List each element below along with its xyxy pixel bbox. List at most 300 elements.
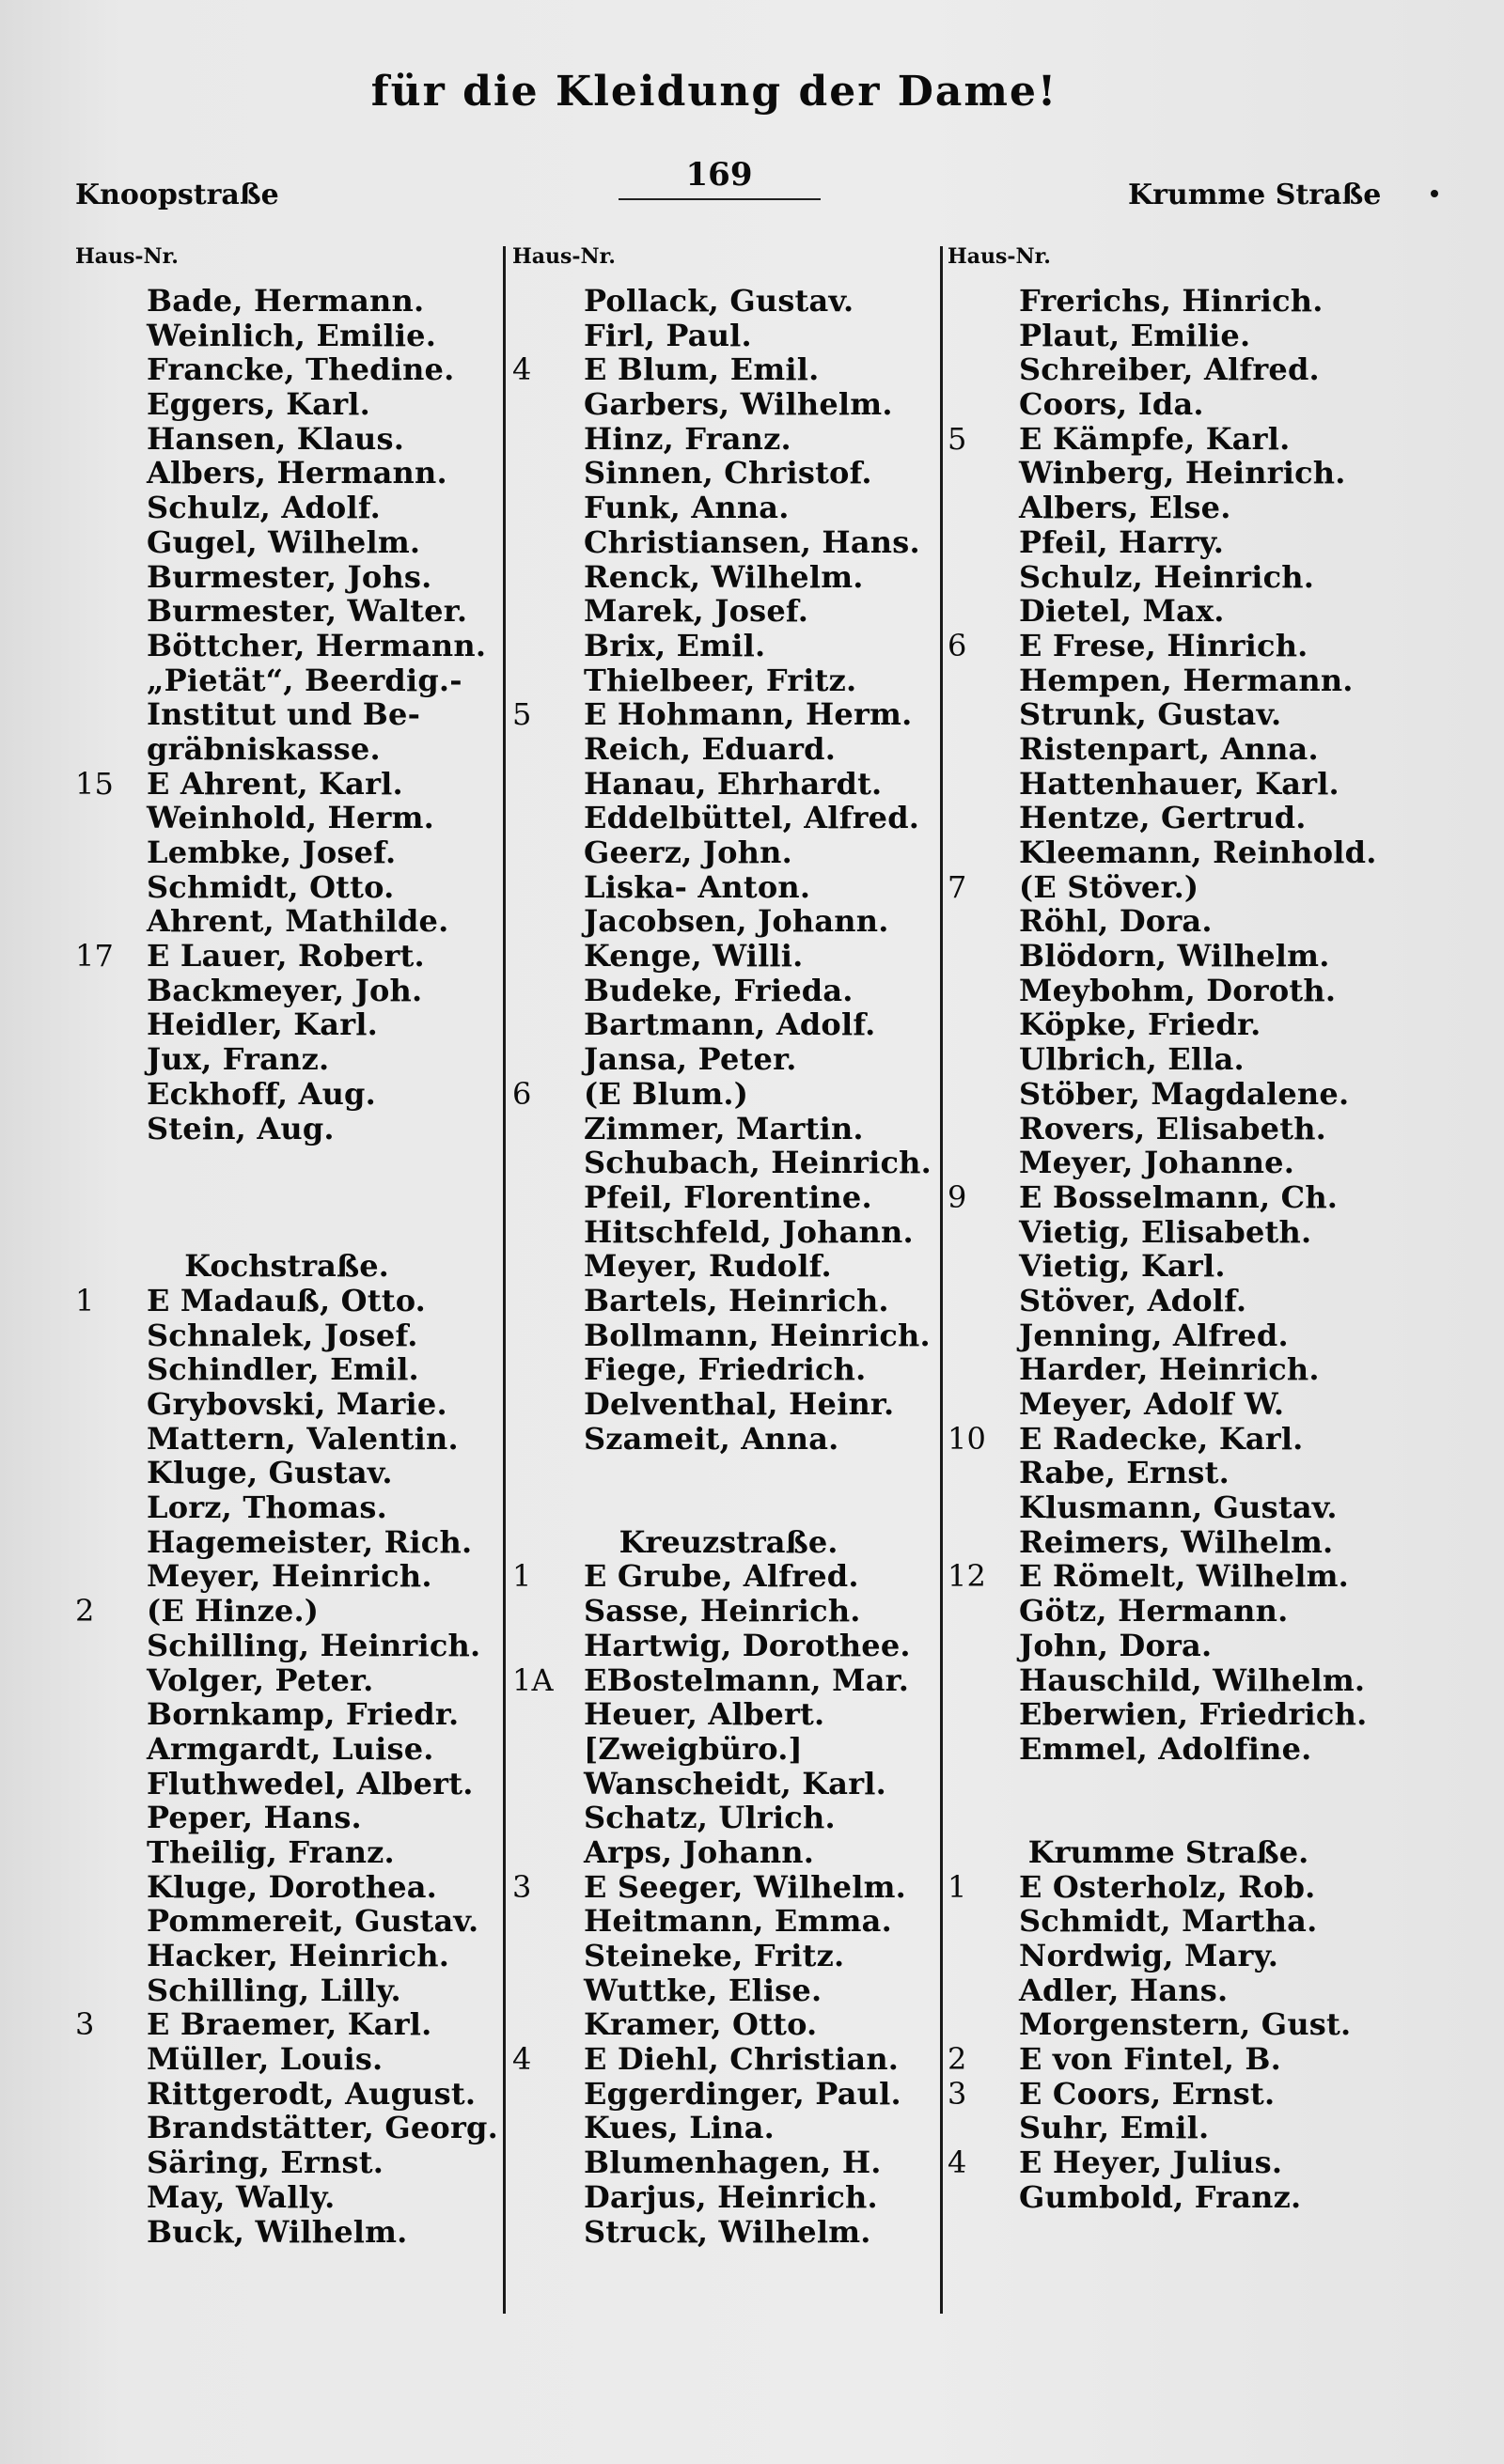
- resident-entry: [948, 801, 1389, 835]
- resident-entry: [948, 974, 1389, 1008]
- resident-entry: [512, 491, 945, 525]
- resident-entry: [512, 1732, 945, 1767]
- resident-entry: [75, 1801, 498, 1835]
- resident-name: Heuer, Albert.: [584, 1696, 825, 1733]
- resident-name: E Coors, Ernst.: [1019, 2075, 1276, 2112]
- resident-entry: [75, 767, 498, 802]
- resident-entry: [75, 1456, 498, 1490]
- resident-name: Kluge, Dorothea.: [147, 1868, 438, 1905]
- resident-name: Reimers, Wilhelm.: [1019, 1523, 1334, 1560]
- resident-name: Schmidt, Otto.: [147, 868, 395, 905]
- resident-entry: [948, 1284, 1389, 1318]
- resident-name: Eckhoff, Aug.: [147, 1075, 376, 1112]
- column-3: [948, 242, 1389, 2215]
- resident-name: Schulz, Adolf.: [147, 490, 382, 526]
- resident-entry: [948, 1973, 1389, 2008]
- resident-name: Kramer, Otto.: [584, 2006, 818, 2043]
- resident-name: Kluge, Gustav.: [147, 1455, 393, 1491]
- resident-name: E Ahrent, Karl.: [147, 765, 403, 802]
- column-2-entries: [512, 284, 945, 2249]
- resident-name: E von Fintel, B.: [1019, 2041, 1281, 2078]
- resident-entry: [512, 1352, 945, 1387]
- resident-entry: [512, 1042, 945, 1077]
- resident-name: Hagemeister, Rich.: [147, 1523, 473, 1560]
- resident-name: Röhl, Dora.: [1019, 903, 1213, 940]
- resident-name: Gugel, Wilhelm.: [147, 523, 421, 560]
- resident-name: Rabe, Ernst.: [1019, 1455, 1230, 1491]
- resident-entry: [948, 2077, 1389, 2112]
- resident-name: Mattern, Valentin.: [147, 1420, 459, 1457]
- resident-name: Burmester, Johs.: [147, 558, 432, 595]
- resident-entry: [75, 560, 498, 595]
- resident-name: Schindler, Emil.: [147, 1351, 419, 1388]
- resident-name: Bade, Hermann.: [147, 283, 425, 319]
- resident-entry: [512, 1697, 945, 1732]
- resident-name: E Bosselmann, Ch.: [1019, 1178, 1339, 1215]
- resident-entry: [512, 284, 945, 319]
- resident-name: Gumbold, Franz.: [1019, 2178, 1302, 2215]
- house-number: 1A: [512, 1661, 554, 1698]
- house-number-label: Haus-Nr.: [948, 244, 1051, 269]
- house-number: 17: [75, 938, 115, 975]
- resident-entry: [512, 1112, 945, 1146]
- resident-entry: [948, 1007, 1389, 1042]
- resident-entry: [75, 1697, 498, 1732]
- resident-name: Albers, Hermann.: [147, 455, 447, 491]
- resident-name: Fluthwedel, Albert.: [147, 1765, 474, 1801]
- resident-entry: [75, 1007, 498, 1042]
- resident-entry: [75, 2215, 498, 2250]
- resident-name: Bartels, Heinrich.: [584, 1282, 889, 1318]
- resident-entry: [512, 1594, 945, 1629]
- resident-entry: [512, 1422, 945, 1457]
- house-number: 10: [948, 1420, 987, 1457]
- resident-entry: [948, 1180, 1389, 1215]
- resident-entry: [75, 1387, 498, 1422]
- resident-entry: [512, 1801, 945, 1835]
- resident-entry: [75, 801, 498, 835]
- column-divider-1: [503, 246, 506, 2314]
- resident-name: Plaut, Emilie.: [1019, 317, 1251, 353]
- resident-entry: [75, 319, 498, 353]
- resident-entry: [948, 1042, 1389, 1077]
- resident-entry: [512, 1146, 945, 1180]
- resident-name: Strunk, Gustav.: [1019, 696, 1282, 733]
- resident-entry: [512, 2007, 945, 2042]
- blank-line: [948, 1801, 1389, 1835]
- resident-name: Eddelbüttel, Alfred.: [584, 800, 920, 836]
- resident-name: E Römelt, Wilhelm.: [1019, 1558, 1349, 1595]
- house-number: 3: [948, 2075, 967, 2112]
- resident-entry: [512, 2077, 945, 2112]
- resident-name: Frerichs, Hinrich.: [1019, 283, 1324, 319]
- resident-entry: [512, 974, 945, 1008]
- blank-line: [512, 1456, 945, 1490]
- house-number: 2: [75, 1593, 95, 1630]
- column-1-entries: [75, 284, 498, 2249]
- resident-name: Zimmer, Martin.: [584, 1110, 864, 1146]
- resident-name: Burmester, Walter.: [147, 593, 468, 630]
- house-number: 5: [512, 696, 532, 733]
- resident-name: (E Hinze.): [147, 1593, 320, 1630]
- resident-name: Vietig, Karl.: [1019, 1248, 1226, 1285]
- resident-entry: [512, 1629, 945, 1663]
- resident-entry: [75, 1284, 498, 1318]
- resident-entry: [512, 663, 945, 698]
- resident-name: (E Blum.): [584, 1075, 749, 1112]
- resident-name: Theilig, Franz.: [147, 1833, 395, 1870]
- resident-entry: [512, 1249, 945, 1284]
- resident-entry: [512, 1939, 945, 1973]
- resident-entry: [512, 1663, 945, 1698]
- resident-name: Hentze, Gertrud.: [1019, 800, 1307, 836]
- resident-entry: [75, 1732, 498, 1767]
- resident-name: Garbers, Wilhelm.: [584, 386, 893, 423]
- resident-name: Struck, Wilhelm.: [584, 2213, 871, 2250]
- column-3-entries: [948, 284, 1389, 2215]
- resident-entry: [948, 663, 1389, 698]
- resident-name: Heitmann, Emma.: [584, 1903, 892, 1940]
- resident-name: Blumenhagen, H.: [584, 2144, 882, 2181]
- resident-entry: [512, 1077, 945, 1112]
- resident-name: Arps, Johann.: [584, 1833, 815, 1870]
- resident-entry: [75, 2180, 498, 2215]
- resident-name: Szameit, Anna.: [584, 1420, 839, 1457]
- resident-entry: [512, 1284, 945, 1318]
- street-heading: Kochstraße.: [184, 1248, 389, 1285]
- resident-entry: [948, 1112, 1389, 1146]
- resident-entry: [512, 456, 945, 491]
- resident-entry: [75, 904, 498, 939]
- resident-entry: [948, 1456, 1389, 1490]
- resident-entry: [948, 594, 1389, 629]
- resident-entry: [512, 2145, 945, 2180]
- house-number: 12: [948, 1558, 987, 1595]
- resident-entry: [948, 2180, 1389, 2215]
- resident-entry: [512, 1318, 945, 1353]
- resident-entry: [512, 1007, 945, 1042]
- resident-name: Heidler, Karl.: [147, 1006, 378, 1043]
- resident-name: Wanscheidt, Karl.: [584, 1765, 886, 1801]
- resident-name: Schreiber, Alfred.: [1019, 351, 1320, 388]
- resident-entry: [948, 2007, 1389, 2042]
- house-number: 6: [948, 627, 967, 663]
- resident-entry: [948, 1939, 1389, 1973]
- resident-entry: [948, 939, 1389, 974]
- resident-name: Hacker, Heinrich.: [147, 1938, 450, 1973]
- resident-name: Francke, Thedine.: [147, 351, 455, 388]
- resident-name: Steineke, Fritz.: [584, 1938, 845, 1973]
- house-number: 7: [948, 868, 967, 905]
- resident-name: Coors, Ida.: [1019, 386, 1204, 423]
- resident-entry: [948, 1077, 1389, 1112]
- resident-name: Bartmann, Adolf.: [584, 1006, 876, 1043]
- resident-name: Schilling, Heinrich.: [147, 1627, 481, 1663]
- resident-name: Ulbrich, Ella.: [1019, 1041, 1245, 1078]
- page-headline: für die Kleidung der Dame!: [370, 68, 1058, 116]
- house-number: 3: [512, 1868, 532, 1905]
- resident-name: Hattenhauer, Karl.: [1019, 765, 1340, 802]
- resident-name: Funk, Anna.: [584, 490, 790, 526]
- resident-entry: [512, 939, 945, 974]
- resident-entry: [75, 1352, 498, 1387]
- house-number: 5: [948, 420, 967, 457]
- resident-entry: [75, 870, 498, 905]
- resident-entry: [75, 352, 498, 387]
- resident-entry: [75, 1422, 498, 1457]
- resident-name: Köpke, Friedr.: [1019, 1006, 1261, 1043]
- resident-name: gräbniskasse.: [147, 730, 381, 767]
- resident-entry: [75, 387, 498, 422]
- resident-name: Meyer, Adolf W.: [1019, 1386, 1285, 1422]
- resident-name: Götz, Hermann.: [1019, 1593, 1289, 1630]
- resident-name: Kues, Lina.: [584, 2110, 776, 2146]
- column-1: [75, 242, 498, 2249]
- resident-entry: [948, 284, 1389, 319]
- resident-entry: [512, 1215, 945, 1250]
- resident-name: Eberwien, Friedrich.: [1019, 1696, 1368, 1733]
- resident-entry: [75, 1042, 498, 1077]
- resident-entry: [75, 1939, 498, 1973]
- resident-entry: [75, 1663, 498, 1698]
- resident-name: E Braemer, Karl.: [147, 2006, 432, 2043]
- resident-name: Adler, Hans.: [1019, 1972, 1229, 2008]
- resident-name: E Frese, Hinrich.: [1019, 627, 1308, 663]
- resident-name: E Grube, Alfred.: [584, 1558, 859, 1595]
- resident-name: Hinz, Franz.: [584, 420, 791, 457]
- resident-name: Albers, Else.: [1019, 490, 1231, 526]
- resident-name: Meybohm, Doroth.: [1019, 972, 1337, 1008]
- resident-entry: [75, 456, 498, 491]
- blank-line: [512, 1490, 945, 1525]
- running-head-left: Knoopstraße: [75, 179, 279, 211]
- blank-line: [75, 1215, 498, 1250]
- resident-name: Eggerdinger, Paul.: [584, 2075, 901, 2112]
- resident-name: Pfeil, Harry.: [1019, 523, 1225, 560]
- resident-name: Lembke, Josef.: [147, 834, 397, 870]
- resident-entry: [512, 697, 945, 732]
- resident-entry: [75, 1594, 498, 1629]
- resident-entry: [512, 1767, 945, 1801]
- resident-name: Schmidt, Martha.: [1019, 1903, 1318, 1940]
- resident-name: Dietel, Max.: [1019, 593, 1225, 630]
- resident-name: Morgenstern, Gust.: [1019, 2006, 1352, 2043]
- resident-entry: [948, 1249, 1389, 1284]
- resident-name: Nordwig, Mary.: [1019, 1938, 1279, 1973]
- resident-entry: [75, 732, 498, 767]
- resident-name: E Madauß, Otto.: [147, 1282, 427, 1318]
- resident-entry: [948, 697, 1389, 732]
- resident-name: Jenning, Alfred.: [1019, 1317, 1289, 1353]
- resident-entry: [75, 1525, 498, 1560]
- resident-entry: [948, 1663, 1389, 1698]
- resident-name: Sinnen, Christof.: [584, 455, 872, 491]
- resident-name: E Radecke, Karl.: [1019, 1420, 1304, 1457]
- resident-name: Säring, Ernst.: [147, 2144, 384, 2181]
- resident-name: Brix, Emil.: [584, 627, 766, 663]
- resident-entry: [512, 422, 945, 457]
- resident-entry: [75, 1559, 498, 1594]
- resident-entry: [948, 1422, 1389, 1457]
- resident-name: Fiege, Friedrich.: [584, 1351, 867, 1388]
- resident-name: Meyer, Rudolf.: [584, 1248, 832, 1285]
- resident-entry: [512, 2215, 945, 2250]
- resident-name: Buck, Wilhelm.: [147, 2213, 408, 2250]
- resident-name: Meyer, Johanne.: [1019, 1145, 1295, 1181]
- resident-name: Darjus, Heinrich.: [584, 2178, 878, 2215]
- resident-name: Christiansen, Hans.: [584, 523, 920, 560]
- house-number: 4: [512, 351, 532, 388]
- page-number-rule: [619, 198, 821, 200]
- resident-entry: [512, 2180, 945, 2215]
- resident-name: E Lauer, Robert.: [147, 938, 425, 975]
- resident-entry: [75, 1077, 498, 1112]
- page-number: 169: [685, 156, 753, 194]
- resident-entry: [948, 767, 1389, 802]
- house-number: 1: [75, 1282, 95, 1318]
- resident-name: May, Wally.: [147, 2178, 336, 2215]
- resident-entry: [948, 629, 1389, 663]
- resident-entry: [512, 319, 945, 353]
- resident-name: Klusmann, Gustav.: [1019, 1489, 1338, 1526]
- resident-name: Wuttke, Elise.: [584, 1972, 822, 2008]
- resident-name: Hanau, Ehrhardt.: [584, 765, 883, 802]
- resident-entry: [75, 525, 498, 560]
- resident-name: Ahrent, Mathilde.: [147, 903, 449, 940]
- resident-name: Emmel, Adolfine.: [1019, 1730, 1312, 1767]
- resident-entry: [512, 594, 945, 629]
- resident-entry: [75, 1904, 498, 1939]
- resident-name: E Kämpfe, Karl.: [1019, 420, 1291, 457]
- resident-entry: [75, 629, 498, 663]
- resident-name: Ristenpart, Anna.: [1019, 730, 1319, 767]
- resident-entry: [75, 835, 498, 870]
- resident-name: Böttcher, Hermann.: [147, 627, 487, 663]
- resident-name: Sasse, Heinrich.: [584, 1593, 861, 1630]
- resident-entry: [75, 697, 498, 732]
- resident-name: E Osterholz, Rob.: [1019, 1868, 1316, 1905]
- resident-entry: [75, 1835, 498, 1870]
- house-number-label: Haus-Nr.: [75, 244, 179, 269]
- resident-entry: [75, 2111, 498, 2145]
- resident-name: Kenge, Willi.: [584, 938, 804, 975]
- resident-name: Marek, Josef.: [584, 593, 809, 630]
- house-number: 2: [948, 2041, 967, 2078]
- resident-name: Volger, Peter.: [147, 1661, 374, 1698]
- resident-entry: [512, 801, 945, 835]
- resident-entry: [512, 870, 945, 905]
- resident-entry: [75, 2145, 498, 2180]
- resident-entry: [948, 1629, 1389, 1663]
- resident-entry: [948, 1215, 1389, 1250]
- resident-name: [Zweigbüro.]: [584, 1730, 803, 1767]
- resident-entry: [948, 2145, 1389, 2180]
- resident-name: Hauschild, Wilhelm.: [1019, 1661, 1366, 1698]
- resident-entry: [512, 1387, 945, 1422]
- resident-entry: [512, 387, 945, 422]
- resident-name: Pommereit, Gustav.: [147, 1903, 479, 1940]
- resident-entry: [75, 594, 498, 629]
- resident-name: Jansa, Peter.: [584, 1041, 797, 1078]
- resident-name: EBostelmann, Mar.: [584, 1661, 910, 1698]
- resident-entry: [948, 491, 1389, 525]
- house-number: 6: [512, 1075, 532, 1112]
- resident-entry: [75, 1112, 498, 1146]
- resident-entry: [948, 387, 1389, 422]
- resident-name: Weinlich, Emilie.: [147, 317, 437, 353]
- resident-name: Delventhal, Heinr.: [584, 1386, 895, 1422]
- resident-name: Stöber, Magdalene.: [1019, 1075, 1350, 1112]
- resident-name: Hempen, Hermann.: [1019, 662, 1354, 698]
- resident-entry: [512, 1973, 945, 2008]
- resident-name: Pollack, Gustav.: [584, 283, 854, 319]
- resident-entry: [75, 1767, 498, 1801]
- resident-entry: [948, 352, 1389, 387]
- resident-entry: [948, 1146, 1389, 1180]
- running-head-right: Krumme Straße: [1128, 179, 1382, 211]
- resident-entry: [948, 560, 1389, 595]
- resident-name: Reich, Eduard.: [584, 730, 837, 767]
- resident-name: Grybovski, Marie.: [147, 1386, 447, 1422]
- resident-entry: [948, 525, 1389, 560]
- resident-name: Schilling, Lilly.: [147, 1972, 401, 2008]
- resident-name: Hitschfeld, Johann.: [584, 1213, 914, 1250]
- resident-name: E Hohmann, Herm.: [584, 696, 913, 733]
- resident-entry: [948, 870, 1389, 905]
- resident-name: John, Dora.: [1019, 1627, 1213, 1663]
- resident-name: Institut und Be-: [147, 696, 421, 733]
- blank-line: [948, 1767, 1389, 1801]
- resident-name: Renck, Wilhelm.: [584, 558, 864, 595]
- resident-name: E Diehl, Christian.: [584, 2041, 900, 2078]
- resident-entry: [512, 525, 945, 560]
- resident-name: Geerz, John.: [584, 834, 792, 870]
- resident-entry: [948, 2042, 1389, 2077]
- resident-entry: [512, 1559, 945, 1594]
- resident-name: Stöver, Adolf.: [1019, 1282, 1247, 1318]
- resident-entry: [948, 1559, 1389, 1594]
- resident-name: E Seeger, Wilhelm.: [584, 1868, 906, 1905]
- house-number: 9: [948, 1178, 967, 1215]
- resident-name: Hartwig, Dorothee.: [584, 1627, 911, 1663]
- resident-entry: [512, 835, 945, 870]
- resident-entry: [75, 2077, 498, 2112]
- resident-entry: [75, 491, 498, 525]
- resident-entry: [948, 1904, 1389, 1939]
- resident-entry: [948, 835, 1389, 870]
- resident-entry: [948, 319, 1389, 353]
- resident-entry: [512, 1180, 945, 1215]
- resident-entry: [75, 1973, 498, 2008]
- resident-entry: [75, 974, 498, 1008]
- resident-name: „Pietät“, Beerdig.-: [147, 662, 462, 698]
- resident-entry: [948, 1318, 1389, 1353]
- resident-name: Thielbeer, Fritz.: [584, 662, 857, 698]
- house-number: 15: [75, 765, 115, 802]
- resident-name: Eggers, Karl.: [147, 386, 370, 423]
- resident-entry: [512, 1870, 945, 1905]
- resident-entry: [948, 1352, 1389, 1387]
- resident-name: Brandstätter, Georg.: [147, 2110, 498, 2146]
- resident-name: Firl, Paul.: [584, 317, 752, 353]
- house-number-label: Haus-Nr.: [512, 244, 616, 269]
- resident-name: Pfeil, Florentine.: [584, 1178, 872, 1215]
- resident-entry: [75, 1870, 498, 1905]
- resident-entry: [75, 939, 498, 974]
- resident-name: Müller, Louis.: [147, 2041, 384, 2078]
- resident-name: Blödorn, Wilhelm.: [1019, 938, 1330, 975]
- street-heading: Krumme Straße.: [1027, 1833, 1309, 1870]
